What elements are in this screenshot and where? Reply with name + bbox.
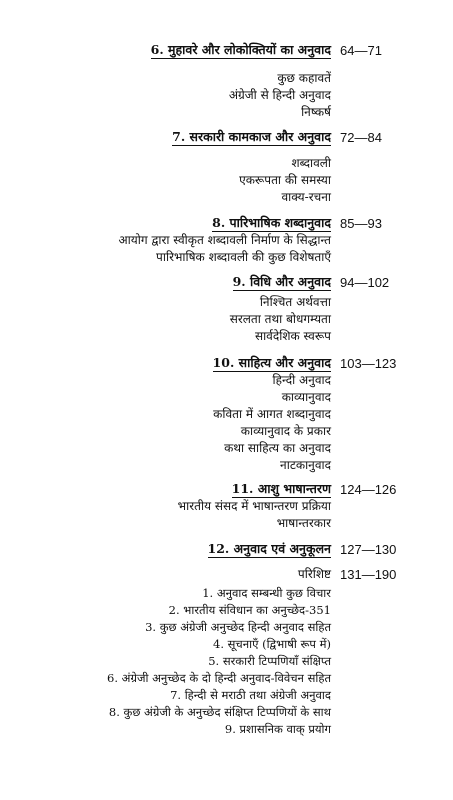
appendix-item-3: 3. कुछ अंग्रेजी अनुच्छेद हिन्दी अनुवाद सहित	[145, 620, 331, 634]
chapter-7-sub-2: एकरूपता की समस्या	[239, 173, 331, 187]
chapter-11-sub-1: भारतीय संसद में भाषान्तरण प्रक्रिया	[177, 499, 331, 513]
chapter-7-sub-1: शब्दावली	[291, 156, 331, 170]
chapter-10-sub-4: काव्यानुवाद के प्रकार	[240, 424, 331, 438]
chapter-12-title: 12. अनुवाद एवं अनुकूलन	[207, 541, 331, 556]
chapter-9-sub-3: सार्वदेशिक स्वरूप	[254, 329, 331, 343]
chapter-9-pages: 94—102	[340, 275, 390, 290]
chapter-9-title: 9. विधि और अनुवाद	[232, 274, 331, 289]
chapter-7-sub-3: वाक्य-रचना	[281, 190, 331, 204]
chapter-10-sub-2: काव्यानुवाद	[281, 390, 331, 404]
chapter-9-sub-1: निश्चित अर्थवत्ता	[259, 295, 331, 309]
appendix-item-1: 1. अनुवाद सम्बन्धी कुछ विचार	[202, 586, 331, 600]
chapter-10-sub-3: कविता में आगत शब्दानुवाद	[213, 407, 331, 421]
appendix-title: परिशिष्ट	[297, 567, 331, 581]
appendix-pages: 131—190	[340, 567, 397, 582]
chapter-6-pages: 64—71	[340, 43, 382, 58]
appendix-item-9: 9. प्रशासनिक वाक् प्रयोग	[224, 722, 331, 736]
chapter-6-sub-1: कुछ कहावतें	[277, 71, 331, 85]
chapter-6-title: 6. मुहावरे और लोकोक्तियों का अनुवाद	[150, 42, 331, 57]
chapter-10-sub-1: हिन्दी अनुवाद	[272, 373, 331, 387]
chapter-10-title: 10. साहित्य और अनुवाद	[212, 355, 331, 370]
chapter-10-sub-5: कथा साहित्य का अनुवाद	[224, 441, 331, 455]
chapter-7-title: 7. सरकारी कामकाज और अनुवाद	[172, 129, 331, 144]
chapter-10-pages: 103—123	[340, 356, 397, 371]
chapter-9-sub-2: सरलता तथा बोधगम्यता	[229, 312, 331, 326]
chapter-8-sub-1: आयोग द्वारा स्वीकृत शब्दावली निर्माण के सिद्धान्त	[118, 233, 331, 247]
chapter-10-sub-6: नाटकानुवाद	[280, 458, 331, 472]
chapter-8-sub-2: पारिभाषिक शब्दावली की कुछ विशेषताएँ	[156, 250, 331, 264]
chapter-6-sub-2: अंग्रेजी से हिन्दी अनुवाद	[228, 88, 331, 102]
appendix-item-2: 2. भारतीय संविधान का अनुच्छेद-351	[168, 603, 331, 617]
chapter-6-sub-3: निष्कर्ष	[301, 105, 331, 119]
appendix-item-8: 8. कुछ अंग्रेजी के अनुच्छेद संक्षिप्त टिप्पणियों के साथ	[108, 705, 331, 719]
chapter-11-pages: 124—126	[340, 482, 397, 497]
appendix-item-4: 4. सूचनाएँ (द्विभाषी रूप में)	[213, 637, 331, 651]
chapter-12-pages: 127—130	[340, 542, 397, 557]
chapter-8-pages: 85—93	[340, 216, 382, 231]
chapter-11-title: 11. आशु भाषान्तरण	[231, 481, 331, 496]
appendix-item-6: 6. अंग्रेजी अनुच्छेद के दो हिन्दी अनुवाद-विवेचन सहित	[107, 671, 331, 685]
appendix-item-5: 5. सरकारी टिप्पणियाँ संक्षिप्त	[208, 654, 331, 668]
chapter-8-title: 8. पारिभाषिक शब्दानुवाद	[212, 215, 331, 230]
chapter-7-pages: 72—84	[340, 130, 382, 145]
appendix-item-7: 7. हिन्दी से मराठी तथा अंग्रेजी अनुवाद	[170, 688, 331, 702]
chapter-11-sub-2: भाषान्तरकार	[276, 516, 331, 530]
